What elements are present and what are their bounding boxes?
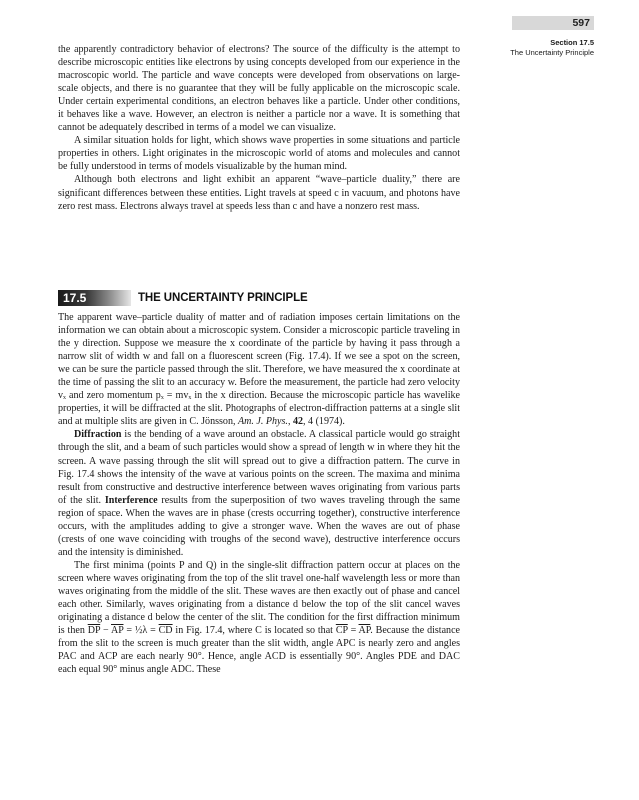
- journal-name: Am. J. Phys.: [238, 416, 288, 428]
- segment-dp: $\overline{DP}$: [87, 625, 101, 637]
- intro-text: [58, 43, 460, 213]
- term-diffraction: Diffraction: [74, 429, 122, 441]
- page-number: 597: [572, 17, 590, 29]
- section-number: 17.5: [63, 291, 87, 305]
- paragraph: Although both electrons and light exhibit an apparent “wave–particle duality,” there are significant differences between these entities. Light travels at speed c in vacuum, and photons have zero rest mass. Electrons always travel at speeds less than c and have a nonzero rest mass.: [58, 174, 460, 212]
- running-section-title: The Uncertainty Principle: [510, 48, 594, 57]
- segment-ap: $\overline{AP}$: [358, 625, 371, 637]
- paragraph: Diffraction is the bending of a wave around an obstacle. A classical particle would go straight through the slit, and a beam of such particles would show a spread of length w in where they hit the screen. A wave passing through the slit will spread out to give a diffraction pattern. The curve in Fig. 17.4 shows the intensity of the wave at various points on the screen. The maxima and minima result from constructive and destructive interference between waves originating from various parts of the slit. Interference results from the superposition of two waves traveling through the same region of space. When the waves are in phase (crests occurring together), constructive interference occurs, with the amplitudes adding to give a stronger wave. When the waves are out of phase (crests of one wave coinciding with troughs of the second wave), destructive interference occurs and the intensity is diminished.: [58, 429, 460, 558]
- running-section-number: Section 17.5: [550, 38, 594, 47]
- section-text: [58, 311, 460, 676]
- journal-volume: 42: [292, 416, 304, 428]
- paragraph: the apparently contradictory behavior of electrons? The source of the difficulty is the attempt to describe microscopic entities like electrons by using concepts developed from our experience in the macroscopic world. The particle and wave concepts were developed from observations on large-scale objects, and there is no guarantee that they will be fully applicable on the microscopic scale. Under certain experimental conditions, an electron behaves like a particle. Under other conditions, it behaves like a wave. However, an electron is neither a particle nor a wave. It is something that cannot be adequately described in terms of a model we can visualize.: [58, 44, 460, 134]
- paragraph: The first minima (points P and Q) in the single-slit diffraction pattern occur at places on the screen where waves originating from the top of the slit travel one-half wavelength less or more than waves originating from the middle of the slit. These waves are then exactly out of phase and cancel each other. Similarly, waves originating from a distance d below the top of the slit cancel waves originating a distance d below the center of the slit. The condition for the first diffraction minimum is then $\overline{DP} - \overline{AP}$ = ½λ = $\overline{CD}$ in Fig. 17.4, where C is located so that $\overline{CP} = \overline{AP}$. Because the distance from the slit to the screen is much greater than the slit width, angle APC is nearly zero and angles PAC and ACP are each nearly 90°. Hence, angle ACD is essentially 90°. Angles PDE and DAC each equal 90° minus angle ADC. These: [58, 559, 460, 676]
- paragraph: The apparent wave–particle duality of matter and of radiation imposes certain limitations on the information we can obtain about a microscopic system. Consider a microscopic particle traveling in the y direction. Suppose we measure the x coordinate of the particle by having it pass through a narrow slit of width w and fall on a fluorescent screen (Fig. 17.4). If we see a spot on the screen, we can be sure the particle passed through the slit. Therefore, we have measured the x coordinate at the time of passing the slit to an accuracy w. Before the measurement, the particle had zero velocity vₓ and zero momentum pₓ = mvₓ in the x direction. Because the microscopic particle has wavelike properties, it will be diffracted at the slit. Photographs of electron-diffraction patterns at a single slit and at multiple slits are given in C. Jönsson, Am. J. Phys., 42, 4 (1974).: [58, 312, 460, 428]
- section-heading-row: [58, 290, 460, 306]
- running-header: [470, 38, 594, 58]
- term-interference: Interference: [104, 494, 158, 506]
- segment-ap: $\overline{AP}$: [111, 625, 124, 637]
- segment-cd: $\overline{CD}$: [158, 625, 173, 637]
- segment-cp: $\overline{CP}$: [335, 625, 348, 637]
- paragraph: A similar situation holds for light, which shows wave properties in some situations and particle properties in others. Light originates in the microscopic world of atoms and molecules and cannot be fully understood in terms of models visualizable by the human mind.: [58, 135, 460, 173]
- section-heading: THE UNCERTAINTY PRINCIPLE: [138, 292, 308, 304]
